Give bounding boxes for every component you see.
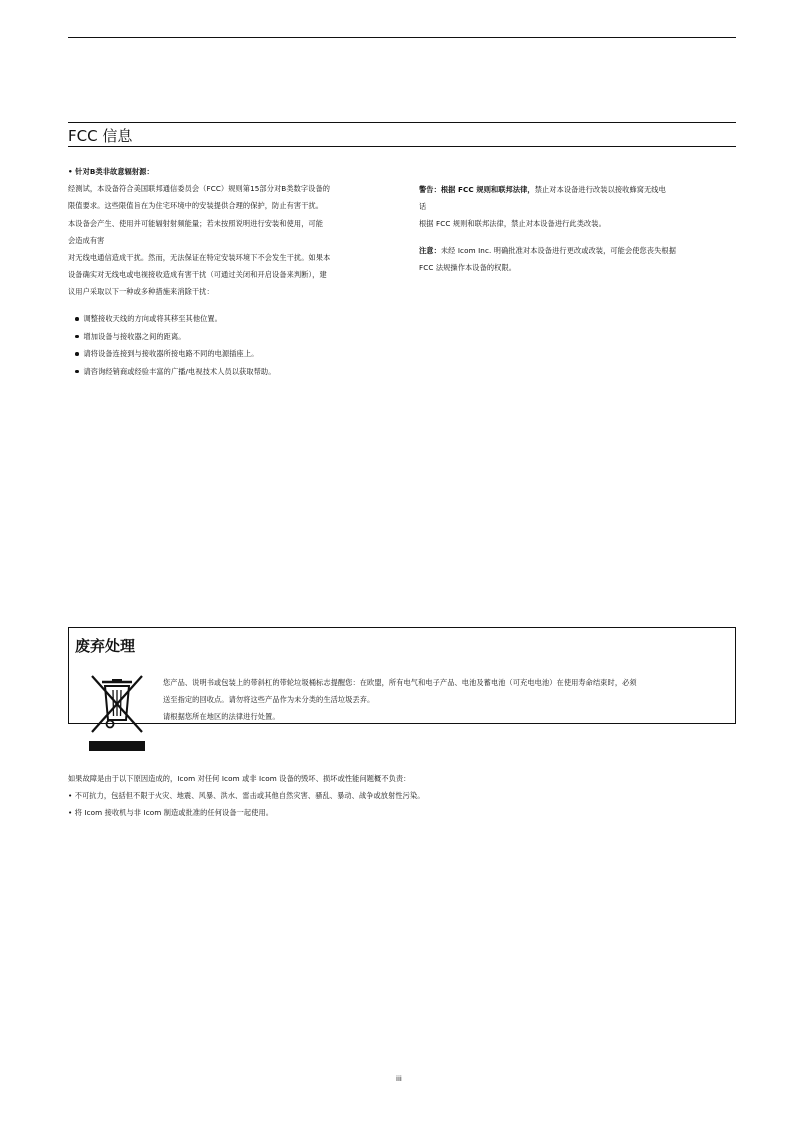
bullet-dot: [75, 352, 79, 356]
bullet-dot: [75, 370, 79, 374]
list-item-text: 请将设备连接到与接收器所接电路不同的电源插座上。: [83, 349, 259, 359]
list-item: [68, 363, 276, 381]
warranty-disclaimer: [68, 770, 425, 822]
fcc-warning-line: 根据 FCC 规则和联邦法律，禁止对本设备进行此类改装。: [419, 219, 606, 229]
note-text: 未经 Icom Inc. 明确批准对本设备进行更改或改装，可能会使您丧失根据: [440, 245, 676, 255]
note-label: 注意：: [419, 245, 441, 255]
fcc-title-upper-rule: [68, 122, 736, 123]
fcc-right-column: [419, 181, 739, 276]
page-top-rule: [68, 37, 736, 38]
list-item: [68, 328, 276, 346]
list-item-text: 增加设备与接收器之间的距离。: [83, 331, 186, 341]
list-item: • 不可抗力，包括但不限于火灾、地震、风暴、洪水、雷击或其他自然灾害、骚乱、暴动、战争或放射性污染。: [68, 791, 425, 801]
list-item-text: 请咨询经销商或经验丰富的广播/电视技术人员以获取帮助。: [83, 366, 276, 376]
bullet-dot: [75, 317, 79, 321]
fcc-body-line: 对无线电通信造成干扰。然而，无法保证在特定安装环境下不会发生干扰。如果本: [68, 253, 331, 263]
fcc-title-lower-rule: [68, 146, 736, 147]
fcc-body-line: 经测试，本设备符合美国联邦通信委员会（FCC）规则第15部分对B类数字设备的: [68, 184, 331, 194]
fcc-body-line: 议用户采取以下一种或多种措施来消除干扰：: [68, 287, 214, 297]
fcc-body-line: 本设备会产生、使用并可能辐射射频能量；若未按照说明进行安装和使用，可能: [68, 218, 324, 228]
fcc-left-column: [68, 163, 388, 301]
fcc-body-line: 限值要求。这些限值旨在为住宅环境中的安装提供合理的保护，防止有害干扰。: [68, 201, 324, 211]
fcc-warning-line: [419, 181, 739, 198]
warranty-intro: 如果故障是由于以下原因造成的，Icom 对任何 Icom 或非 Icom 设备的毁坏、损坏或性能问题概不负责：: [68, 774, 411, 783]
disposal-title: 废弃处理: [75, 637, 136, 655]
list-item-text: 调整接收天线的方向或将其移至其他位置。: [83, 314, 222, 324]
warning-label: 警告：根据 FCC 规则和联邦法律，: [419, 185, 535, 194]
fcc-class-b-heading: • 针对B类非故意辐射源：: [68, 167, 154, 176]
list-item: [68, 310, 276, 328]
disposal-text: [163, 674, 733, 726]
bullet-dot: [75, 335, 79, 339]
fcc-measures-list: [68, 310, 276, 380]
fcc-warning-line: 话: [419, 202, 427, 212]
list-item: [68, 345, 276, 363]
fcc-body-line: 会造成有害: [68, 235, 105, 245]
list-item: • 将 Icom 接收机与非 Icom 制造或批准的任何设备一起使用。: [68, 808, 274, 818]
crossed-out-wheelie-bin-icon: [88, 672, 146, 754]
warning-text: 禁止对本设备进行改装以接收蜂窝无线电: [534, 185, 666, 194]
disposal-line: 请根据您所在地区的法律进行处置。: [163, 712, 280, 722]
disposal-line: 送至指定的回收点。请勿将这些产品作为未分类的生活垃圾丢弃。: [163, 695, 375, 705]
fcc-body-line: 设备确实对无线电或电视接收造成有害干扰（可通过关闭和开启设备来判断），建: [68, 270, 327, 280]
page-number: iii: [396, 1075, 402, 1083]
fcc-note-line: FCC 法规操作本设备的权限。: [419, 262, 517, 272]
fcc-section-title: FCC 信息: [68, 127, 133, 145]
fcc-note-line: [419, 242, 739, 259]
disposal-line: 您产品、说明书或包装上的带斜杠的带轮垃圾桶标志提醒您：在欧盟，所有电气和电子产品、电池及蓄电池（可充电电池）在使用寿命结束时，必须: [163, 678, 637, 687]
